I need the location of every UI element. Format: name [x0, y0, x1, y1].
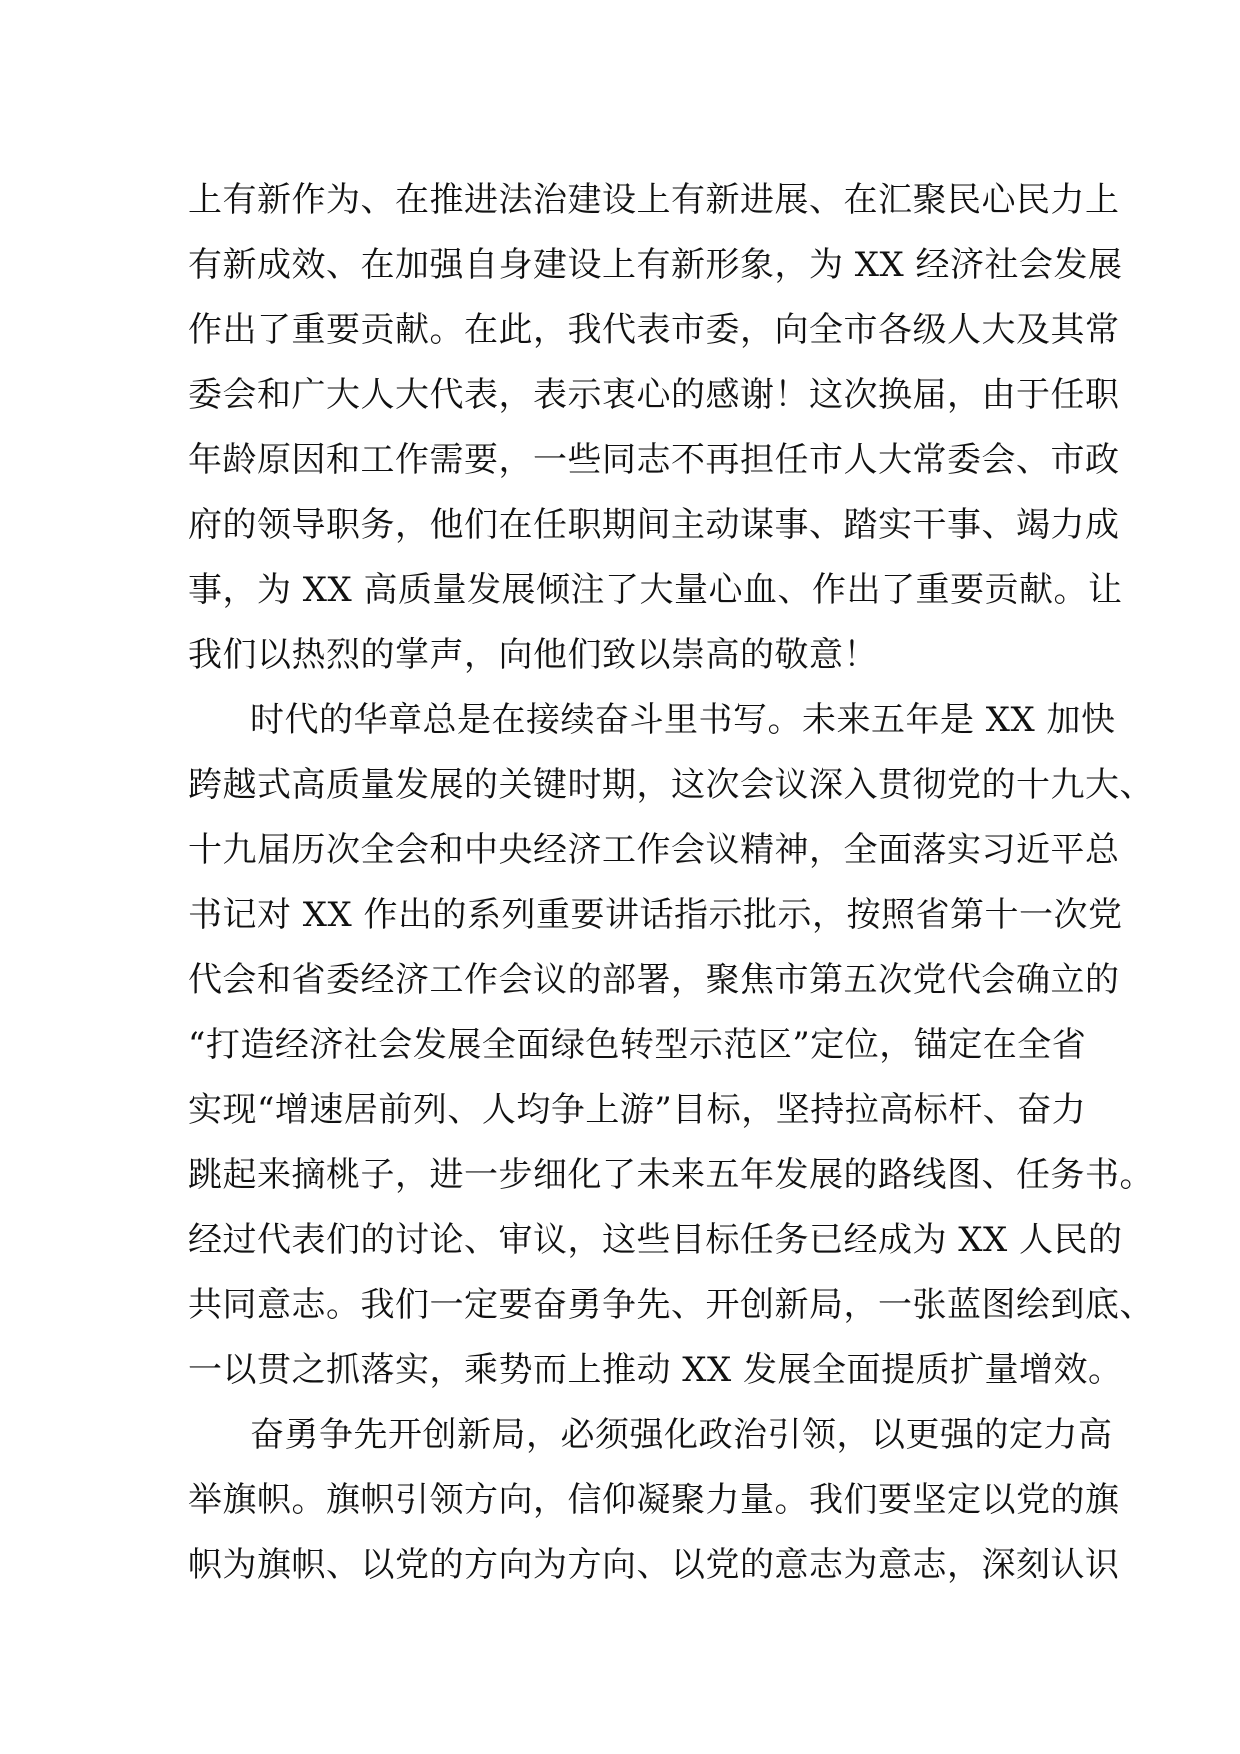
text-line: 经过代表们的讨论、审议，这些目标任务已经成为 XX 人民的: [188, 1220, 1123, 1260]
text-line: 共同意志。我们一定要奋勇争先、开创新局，一张蓝图绘到底、: [188, 1285, 1154, 1325]
text-line: 代会和省委经济工作会议的部署，聚焦市第五次党代会确立的: [188, 960, 1120, 1000]
text-line: 十九届历次全会和中央经济工作会议精神，全面落实习近平总: [188, 830, 1120, 870]
text-line: 我们以热烈的掌声，向他们致以崇高的敬意！: [188, 635, 878, 675]
text-line: 书记对 XX 作出的系列重要讲话指示批示，按照省第十一次党: [188, 895, 1123, 935]
paragraph-first-line: 奋勇争先开创新局，必须强化政治引领，以更强的定力高: [250, 1415, 1113, 1455]
text-line: 举旗帜。旗帜引领方向，信仰凝聚力量。我们要坚定以党的旗: [188, 1480, 1120, 1520]
text-line: 事，为 XX 高质量发展倾注了大量心血、作出了重要贡献。让: [188, 570, 1123, 610]
text-line: 跳起来摘桃子，进一步细化了未来五年发展的路线图、任务书。: [188, 1155, 1154, 1195]
text-line: 府的领导职务，他们在任职期间主动谋事、踏实干事、竭力成: [188, 505, 1120, 545]
text-line: 委会和广大人大代表，表示衷心的感谢！这次换届，由于任职: [188, 375, 1120, 415]
text-line: 跨越式高质量发展的关键时期，这次会议深入贯彻党的十九大、: [188, 765, 1154, 805]
text-line: 年龄原因和工作需要，一些同志不再担任市人大常委会、市政: [188, 440, 1120, 480]
text-line: 实现“增速居前列、人均争上游”目标，坚持拉高标杆、奋力: [188, 1090, 1087, 1130]
text-line: 上有新作为、在推进法治建设上有新进展、在汇聚民心民力上: [188, 180, 1120, 220]
document-body: [188, 168, 1154, 1598]
text-line: 作出了重要贡献。在此，我代表市委，向全市各级人大及其常: [188, 310, 1120, 350]
text-line: 一以贯之抓落实，乘势而上推动 XX 发展全面提质扩量增效。: [188, 1350, 1123, 1390]
paragraph-first-line: 时代的华章总是在接续奋斗里书写。未来五年是 XX 加快: [250, 700, 1116, 740]
text-line: 帜为旗帜、以党的方向为方向、以党的意志为意志，深刻认识: [188, 1545, 1120, 1585]
text-line: 有新成效、在加强自身建设上有新形象，为 XX 经济社会发展: [188, 245, 1123, 285]
text-line: “打造经济社会发展全面绿色转型示范区”定位，锚定在全省: [188, 1025, 1087, 1065]
